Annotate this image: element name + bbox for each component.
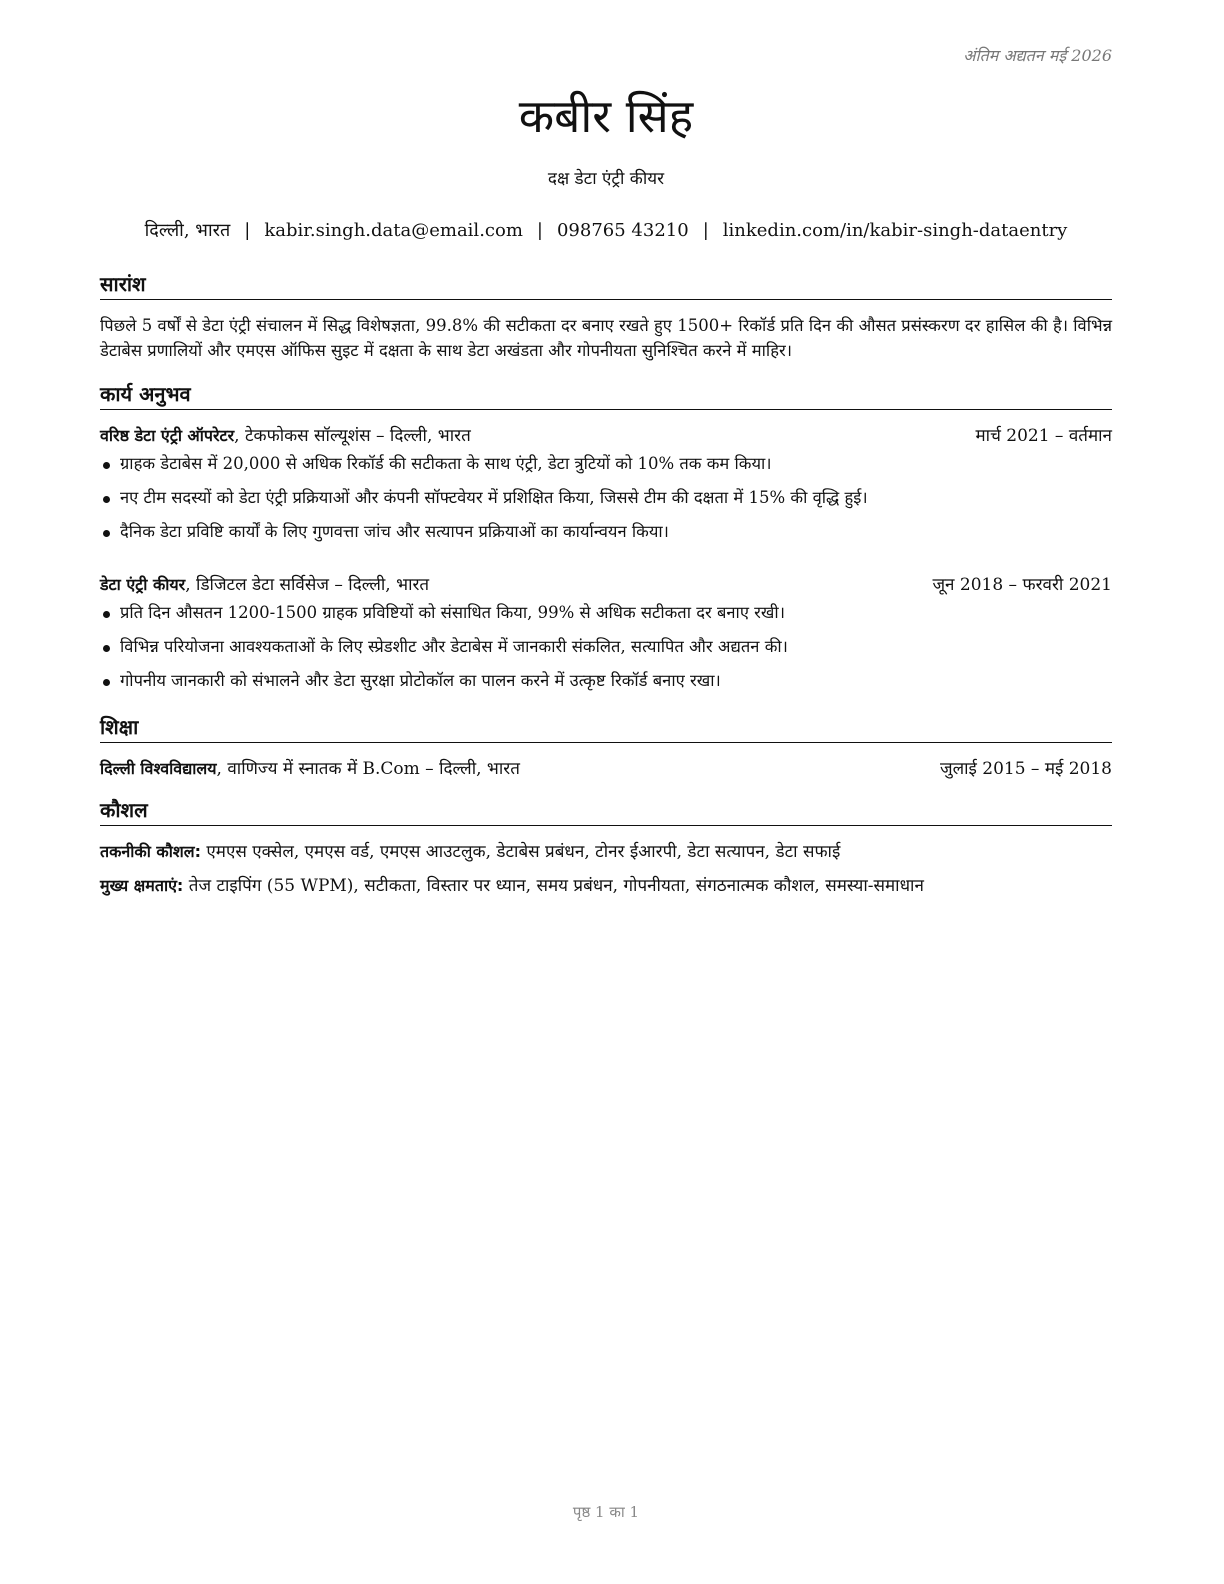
contact-separator: | [702, 220, 709, 241]
job-role: डेटा एंट्री कीयर [100, 575, 186, 594]
job-bullet: दैनिक डेटा प्रविष्टि कार्यों के लिए गुणवत्ता जांच और सत्यापन प्रक्रियाओं का कार्यान्वयन किया। [100, 519, 1112, 553]
job-bullet: गोपनीय जानकारी को संभालने और डेटा सुरक्षा प्रोटोकॉल का पालन करने में उत्कृष्ट रिकॉर्ड बनाए रखा। [100, 668, 1112, 702]
job-dates: जून 2018 – फरवरी 2021 [932, 575, 1112, 595]
job-bullets [100, 451, 1112, 553]
education-line [100, 756, 520, 779]
last-updated: अंतिम अद्यतन मई 2026 [963, 46, 1112, 65]
skills-core-label: मुख्य क्षमताएं: [100, 876, 184, 895]
skills-technical-value: एमएस एक्सेल, एमएस वर्ड, एमएस आउटलुक, डेटाबेस प्रबंधन, टोनर ईआरपी, डेटा सत्यापन, डेटा सफाई [201, 842, 841, 862]
job-role: वरिष्ठ डेटा एंट्री ऑपरेटर [100, 426, 235, 445]
education-dates: जुलाई 2015 – मई 2018 [939, 759, 1112, 779]
education-entry [100, 756, 1112, 779]
job-company: , डिजिटल डेटा सर्विसेज – दिल्ली, भारत [185, 575, 430, 595]
contact-phone: 098765 43210 [556, 220, 689, 241]
job-bullet: नए टीम सदस्यों को डेटा एंट्री प्रक्रियाओं और कंपनी सॉफ्टवेयर में प्रशिक्षित किया, जिससे टीम की दक्षता में 15% की वृद्धि हुई। [100, 485, 1112, 519]
contact-separator: | [244, 220, 251, 241]
section-title-skills: कौशल [100, 796, 1112, 826]
section-title-summary: सारांश [100, 270, 1112, 300]
skills-core-value: तेज टाइपिंग (55 WPM), सटीकता, विस्तार पर ध्यान, समय प्रबंधन, गोपनीयता, संगठनात्मक कौशल, समस्या-समाधान [183, 876, 924, 896]
job-bullet: ग्राहक डेटाबेस में 20,000 से अधिक रिकॉर्ड की सटीकता के साथ एंट्री, डेटा त्रुटियों को 10% तक कम किया। [100, 451, 1112, 485]
resume-page [100, 0, 1112, 1584]
job-bullet: प्रति दिन औसतन 1200-1500 ग्राहक प्रविष्टियों को संसाधित किया, 99% से अधिक सटीकता दर बनाए रखी। [100, 600, 1112, 634]
contact-location: दिल्ली, भारत [144, 220, 231, 241]
job-dates: मार्च 2021 – वर्तमान [975, 426, 1112, 446]
contact-line [100, 218, 1112, 242]
job-header [100, 572, 1112, 595]
job-bullet: विभिन्न परियोजना आवश्यकताओं के लिए स्प्रेडशीट और डेटाबेस में जानकारी संकलित, सत्यापित और अद्यतन की। [100, 634, 1112, 668]
contact-separator: | [536, 220, 543, 241]
skills-core [100, 873, 1112, 896]
job-title-line [100, 423, 471, 446]
education-detail: , वाणिज्य में स्नातक में B.Com – दिल्ली, भारत [216, 759, 520, 779]
skills-technical [100, 839, 1112, 862]
skills-technical-label: तकनीकी कौशल: [100, 842, 201, 861]
contact-email[interactable]: kabir.singh.data@email.com [264, 220, 523, 241]
page-number: पृष्ठ 1 का 1 [572, 1503, 640, 1521]
summary-text: पिछले 5 वर्षों से डेटा एंट्री संचालन में सिद्ध विशेषज्ञता, 99.8% की सटीकता दर बनाए रखते हुए 1500+ रिकॉर्ड प्रति दिन की औसत प्रसंस्करण दर हासिल की है। विभिन्न डेटाबेस प्रणालियों और एमएस ऑफिस सुइट में दक्षता के साथ डेटा अखंडता और गोपनीयता सुनिश्चित करने में माहिर। [100, 316, 1112, 360]
job-title-line [100, 572, 429, 595]
job-company: , टेकफोकस सॉल्यूशंस – दिल्ली, भारत [234, 426, 471, 446]
section-title-education: शिक्षा [100, 713, 1112, 743]
education-institution: दिल्ली विश्वविद्यालय [100, 759, 217, 778]
job-header [100, 423, 1112, 446]
candidate-tagline: दक्ष डेटा एंट्री कीयर [547, 169, 665, 189]
candidate-name: कबीर सिंह [518, 89, 694, 143]
job-bullets [100, 600, 1112, 702]
section-title-experience: कार्य अनुभव [100, 380, 1112, 410]
contact-linkedin[interactable]: linkedin.com/in/kabir-singh-dataentry [722, 220, 1068, 241]
